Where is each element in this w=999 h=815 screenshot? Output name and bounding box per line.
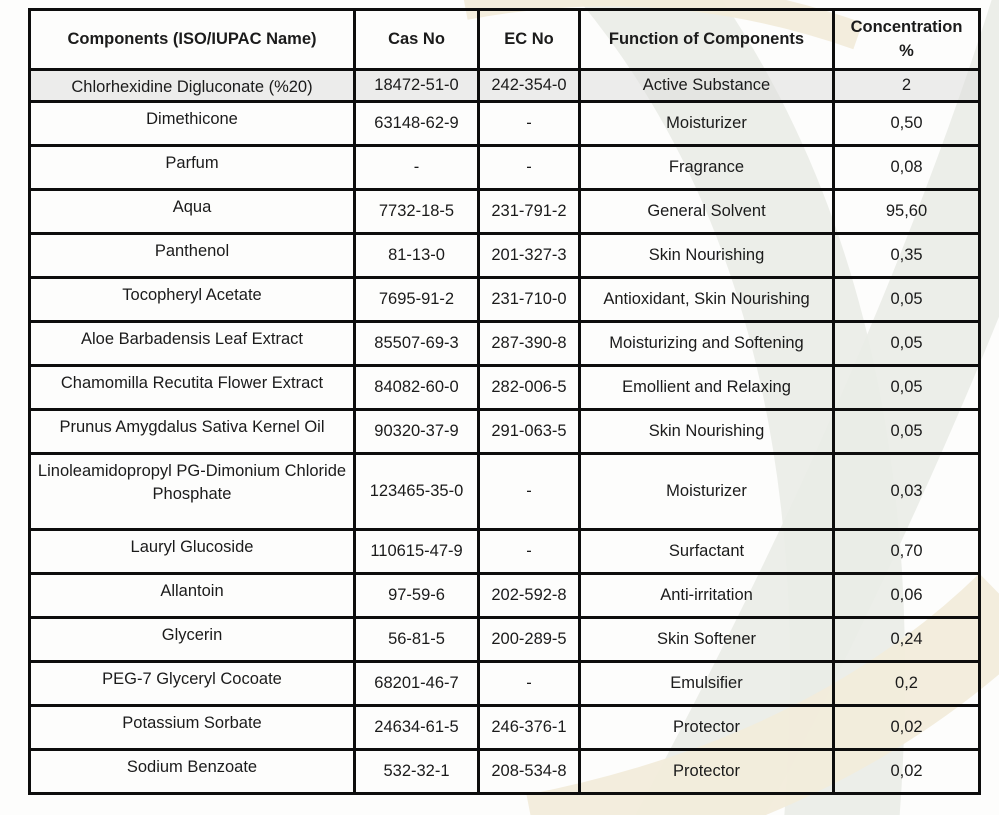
table-body bbox=[30, 70, 980, 794]
cell-ec-no: 208-534-8 bbox=[479, 750, 580, 794]
cell-concentration: 0,70 bbox=[834, 530, 980, 574]
cell-concentration: 0,05 bbox=[834, 410, 980, 454]
cell-component: Aloe Barbadensis Leaf Extract bbox=[30, 322, 355, 366]
cell-component: Linoleamidopropyl PG-Dimonium Chloride Phosphate bbox=[30, 454, 355, 530]
cell-ec-no: 231-791-2 bbox=[479, 190, 580, 234]
cell-function: Surfactant bbox=[580, 530, 834, 574]
cell-function: Emollient and Relaxing bbox=[580, 366, 834, 410]
cell-concentration: 0,06 bbox=[834, 574, 980, 618]
cell-cas-no: 123465-35-0 bbox=[355, 454, 479, 530]
cell-ec-no: 287-390-8 bbox=[479, 322, 580, 366]
table-row bbox=[30, 574, 980, 618]
cell-cas-no: 110615-47-9 bbox=[355, 530, 479, 574]
cell-concentration: 0,50 bbox=[834, 102, 980, 146]
cell-ec-no: 282-006-5 bbox=[479, 366, 580, 410]
cell-component: Chlorhexidine Digluconate (%20) bbox=[30, 70, 355, 102]
header-ec-no: EC No bbox=[479, 10, 580, 70]
cell-cas-no: 85507-69-3 bbox=[355, 322, 479, 366]
cell-concentration: 0,05 bbox=[834, 278, 980, 322]
cell-component: Allantoin bbox=[30, 574, 355, 618]
table-row bbox=[30, 102, 980, 146]
cell-cas-no: 7695-91-2 bbox=[355, 278, 479, 322]
cell-function: Protector bbox=[580, 750, 834, 794]
table-row bbox=[30, 146, 980, 190]
table-row bbox=[30, 410, 980, 454]
cell-function: Antioxidant, Skin Nourishing bbox=[580, 278, 834, 322]
cell-component: Potassium Sorbate bbox=[30, 706, 355, 750]
cell-function: General Solvent bbox=[580, 190, 834, 234]
cell-ec-no: - bbox=[479, 662, 580, 706]
cell-cas-no: 7732-18-5 bbox=[355, 190, 479, 234]
cell-cas-no: 97-59-6 bbox=[355, 574, 479, 618]
cell-ec-no: 242-354-0 bbox=[479, 70, 580, 102]
cell-function: Active Substance bbox=[580, 70, 834, 102]
table-row bbox=[30, 70, 980, 102]
cell-function: Skin Softener bbox=[580, 618, 834, 662]
cell-cas-no: - bbox=[355, 146, 479, 190]
table-row bbox=[30, 366, 980, 410]
table-row bbox=[30, 454, 980, 530]
table-row bbox=[30, 662, 980, 706]
header-concentration-label: Concentration % bbox=[850, 17, 963, 60]
cell-function: Moisturizing and Softening bbox=[580, 322, 834, 366]
cell-ec-no: - bbox=[479, 530, 580, 574]
cell-ec-no: - bbox=[479, 146, 580, 190]
cell-function: Fragrance bbox=[580, 146, 834, 190]
cell-cas-no: 532-32-1 bbox=[355, 750, 479, 794]
cell-concentration: 0,35 bbox=[834, 234, 980, 278]
cell-component: Aqua bbox=[30, 190, 355, 234]
cell-cas-no: 18472-51-0 bbox=[355, 70, 479, 102]
cell-function: Skin Nourishing bbox=[580, 410, 834, 454]
cell-concentration: 0,05 bbox=[834, 322, 980, 366]
cell-concentration: 0,02 bbox=[834, 750, 980, 794]
cell-component: Panthenol bbox=[30, 234, 355, 278]
table-row bbox=[30, 278, 980, 322]
cell-concentration: 0,05 bbox=[834, 366, 980, 410]
table-row bbox=[30, 618, 980, 662]
cell-ec-no: 202-592-8 bbox=[479, 574, 580, 618]
cell-ec-no: 201-327-3 bbox=[479, 234, 580, 278]
cell-function: Emulsifier bbox=[580, 662, 834, 706]
cell-concentration: 0,03 bbox=[834, 454, 980, 530]
cell-ec-no: 246-376-1 bbox=[479, 706, 580, 750]
cell-function: Moisturizer bbox=[580, 454, 834, 530]
cell-component: Tocopheryl Acetate bbox=[30, 278, 355, 322]
header-function: Function of Components bbox=[580, 10, 834, 70]
table-row bbox=[30, 322, 980, 366]
cell-component: PEG-7 Glyceryl Cocoate bbox=[30, 662, 355, 706]
cell-function: Protector bbox=[580, 706, 834, 750]
table-row bbox=[30, 706, 980, 750]
cell-function: Moisturizer bbox=[580, 102, 834, 146]
cell-component: Chamomilla Recutita Flower Extract bbox=[30, 366, 355, 410]
cell-cas-no: 56-81-5 bbox=[355, 618, 479, 662]
cell-ec-no: - bbox=[479, 102, 580, 146]
cell-component: Parfum bbox=[30, 146, 355, 190]
cell-function: Skin Nourishing bbox=[580, 234, 834, 278]
table-row bbox=[30, 234, 980, 278]
cell-concentration: 0,24 bbox=[834, 618, 980, 662]
cell-cas-no: 81-13-0 bbox=[355, 234, 479, 278]
cell-component: Dimethicone bbox=[30, 102, 355, 146]
cell-cas-no: 63148-62-9 bbox=[355, 102, 479, 146]
cell-concentration: 0,02 bbox=[834, 706, 980, 750]
cell-function: Anti-irritation bbox=[580, 574, 834, 618]
table-header bbox=[30, 10, 980, 70]
cell-ec-no: 291-063-5 bbox=[479, 410, 580, 454]
cell-component: Lauryl Glucoside bbox=[30, 530, 355, 574]
cell-ec-no: 200-289-5 bbox=[479, 618, 580, 662]
table-row bbox=[30, 190, 980, 234]
cell-cas-no: 24634-61-5 bbox=[355, 706, 479, 750]
header-components: Components (ISO/IUPAC Name) bbox=[30, 10, 355, 70]
cell-cas-no: 68201-46-7 bbox=[355, 662, 479, 706]
cell-concentration: 2 bbox=[834, 70, 980, 102]
cell-component: Prunus Amygdalus Sativa Kernel Oil bbox=[30, 410, 355, 454]
cell-ec-no: 231-710-0 bbox=[479, 278, 580, 322]
cell-cas-no: 90320-37-9 bbox=[355, 410, 479, 454]
cell-concentration: 95,60 bbox=[834, 190, 980, 234]
table-header-row bbox=[30, 10, 980, 70]
header-concentration bbox=[834, 10, 980, 70]
cell-concentration: 0,08 bbox=[834, 146, 980, 190]
cell-component: Sodium Benzoate bbox=[30, 750, 355, 794]
table-row bbox=[30, 750, 980, 794]
cell-component: Glycerin bbox=[30, 618, 355, 662]
cell-cas-no: 84082-60-0 bbox=[355, 366, 479, 410]
table-row bbox=[30, 530, 980, 574]
header-cas-no: Cas No bbox=[355, 10, 479, 70]
cell-concentration: 0,2 bbox=[834, 662, 980, 706]
cell-ec-no: - bbox=[479, 454, 580, 530]
components-table bbox=[28, 8, 981, 795]
